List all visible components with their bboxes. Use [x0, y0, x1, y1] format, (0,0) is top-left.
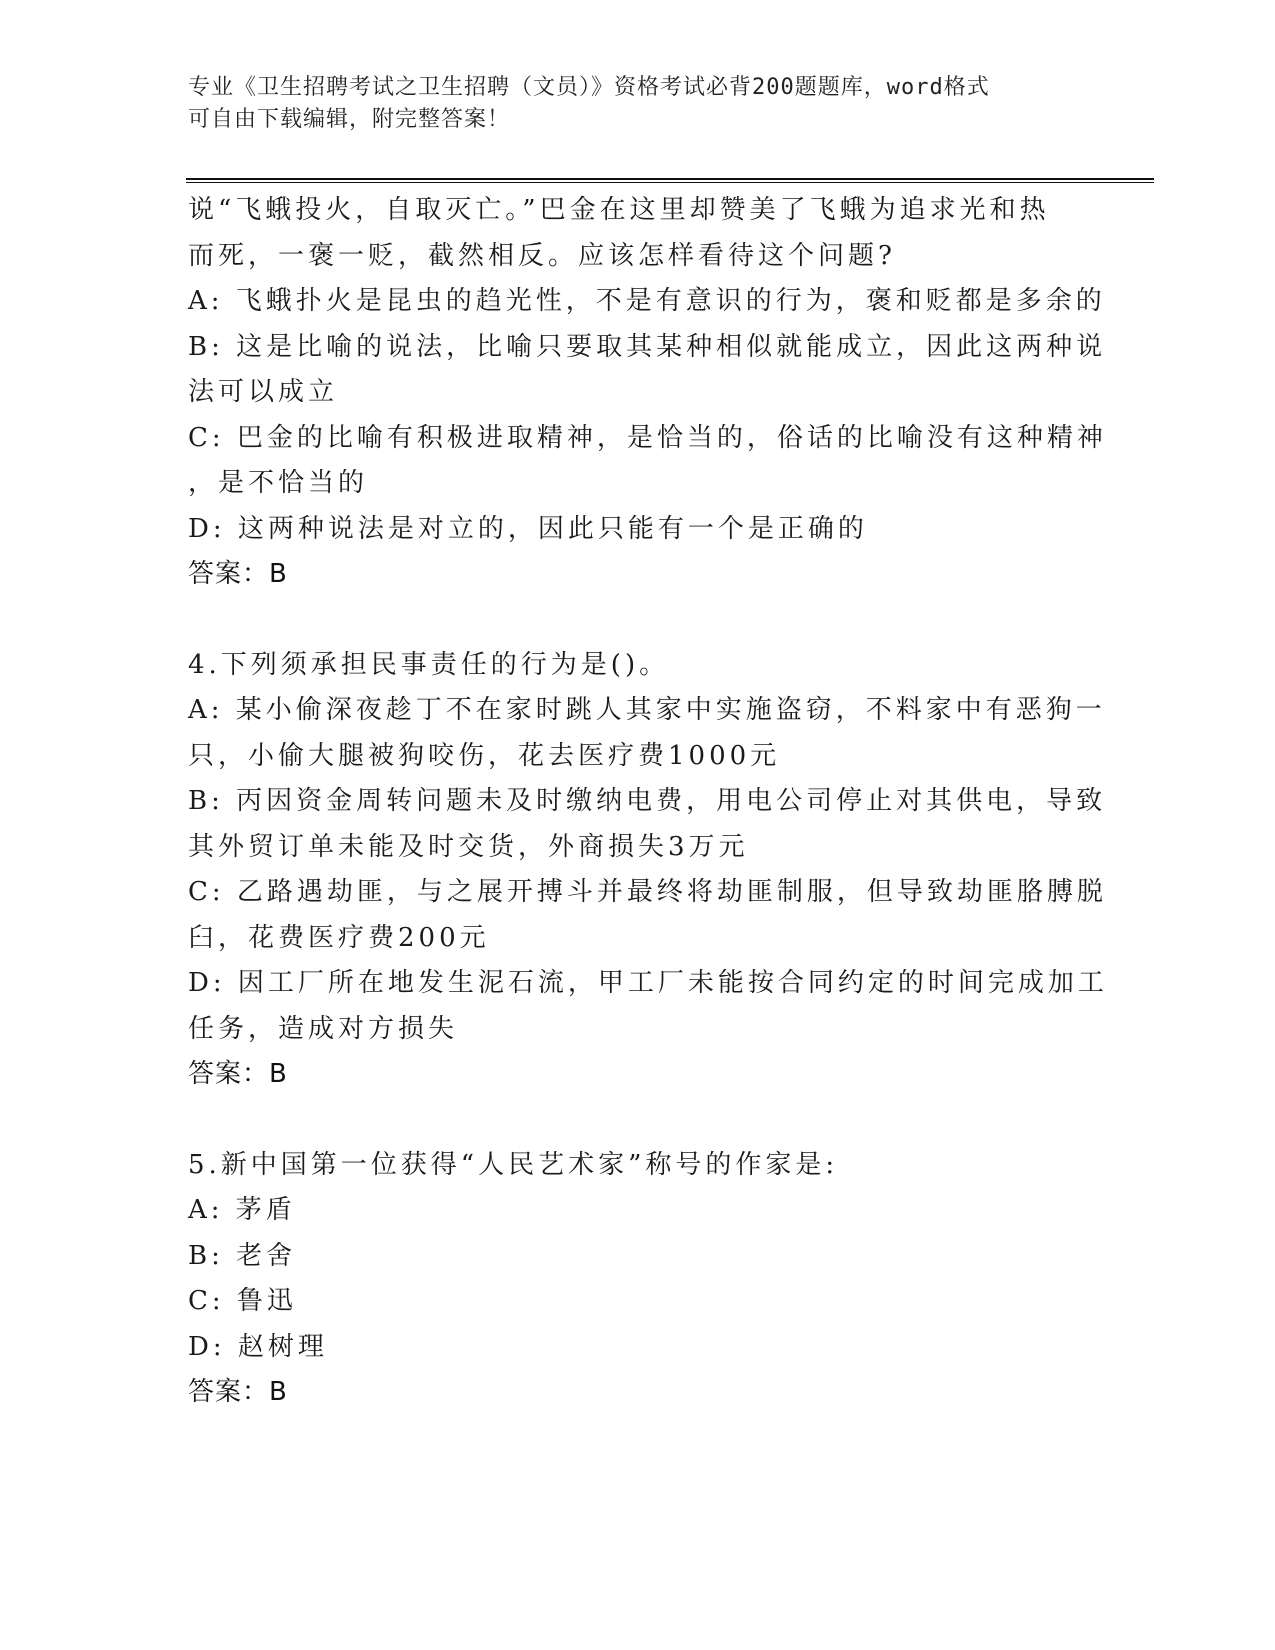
question-4 [188, 643, 1108, 1098]
header-divider [186, 178, 1154, 183]
option-a: A: 某小偷深夜趁丁不在家时跳人其家中实施盗窃，不料家中有恶狗一 [188, 695, 1106, 725]
option-b-continued: 其外贸订单未能及时交货，外商损失3万元 [188, 831, 749, 862]
spacer [188, 1098, 1088, 1143]
question-stem-line: 而死，一褒一贬，截然相反。应该怎样看待这个问题? [188, 240, 896, 271]
option-a-continued: 只，小偷大腿被狗咬伤，花去医疗费1000元 [188, 740, 781, 771]
header-line-1: 专业《卫生招聘考试之卫生招聘（文员）》资格考试必背200题题库，word格式 [188, 75, 990, 100]
option-b: B: 这是比喻的说法，比喻只要取其某种相似就能成立，因此这两种说 [188, 331, 1107, 362]
question-stem: 5.新中国第一位获得“人民艺术家”称号的作家是: [188, 1149, 839, 1180]
question-stem-line: 说“飞蛾投火，自取灭亡。”巴金在这里却赞美了飞蛾为追求光和热 [188, 195, 1050, 225]
option-d-continued: 任务，造成对方损失 [188, 1013, 459, 1044]
answer-label: 答案：B [188, 1059, 288, 1089]
question-3 [188, 188, 1107, 598]
option-c-continued: ，是不恰当的 [188, 468, 369, 498]
document-header [188, 72, 1088, 136]
option-d: D: 赵树理 [188, 1331, 328, 1362]
option-c-continued: 臼，花费医疗费200元 [188, 922, 490, 953]
question-5 [188, 1143, 1088, 1416]
option-b-continued: 法可以成立 [188, 377, 339, 407]
option-a: A: 茅盾 [188, 1195, 296, 1225]
answer-label: 答案：B [188, 559, 288, 589]
option-b: B: 老舍 [188, 1240, 297, 1271]
spacer [188, 598, 1088, 643]
option-c: C: 鲁迅 [188, 1286, 297, 1316]
answer-label: 答案：B [188, 1377, 288, 1407]
option-a: A: 飞蛾扑火是昆虫的趋光性，不是有意识的行为，褒和贬都是多余的 [188, 286, 1106, 316]
option-d: D: 因工厂所在地发生泥石流，甲工厂未能按合同约定的时间完成加工 [188, 968, 1108, 998]
header-line-2: 可自由下载编辑，附完整答案！ [188, 107, 511, 132]
document-body [188, 188, 1108, 1416]
option-b: B: 丙因资金周转问题未及时缴纳电费，用电公司停止对其供电，导致 [188, 786, 1107, 816]
question-stem: 4.下列须承担民事责任的行为是()。 [188, 649, 670, 680]
option-c: C: 乙路遇劫匪，与之展开搏斗并最终将劫匪制服，但导致劫匪胳膊脱 [188, 877, 1107, 907]
option-d: D: 这两种说法是对立的，因此只能有一个是正确的 [188, 513, 868, 544]
option-c: C: 巴金的比喻有积极进取精神，是恰当的，俗话的比喻没有这种精神 [188, 422, 1107, 453]
